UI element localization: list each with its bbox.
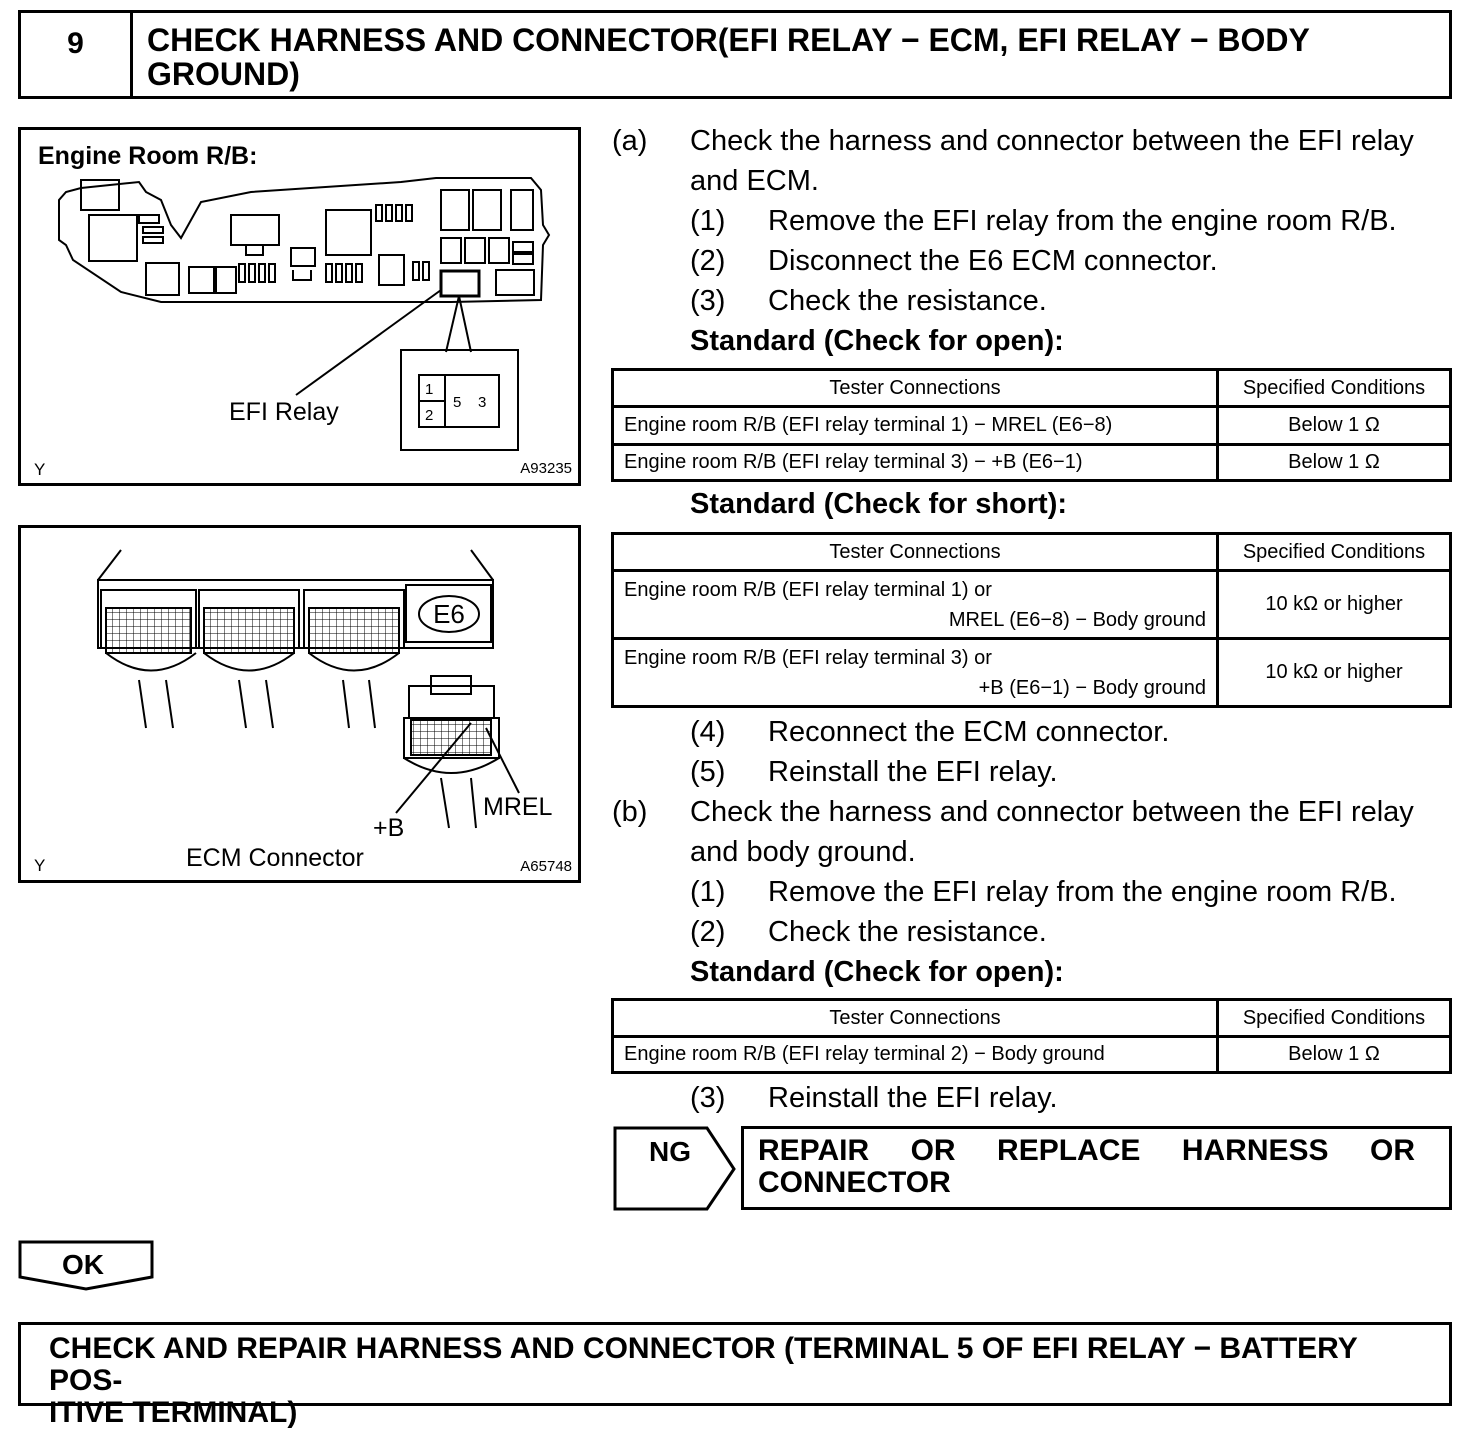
table-row [613, 445, 1451, 481]
table-row [613, 407, 1451, 445]
ng-action-line1: REPAIR OR REPLACE HARNESS OR [758, 1134, 1415, 1167]
table-header: Specified Conditions [1218, 534, 1451, 571]
table-check-open-b [611, 998, 1452, 1074]
table-cell [613, 639, 1218, 707]
terminal-3: 3 [478, 394, 487, 411]
e6-label: E6 [433, 599, 465, 629]
table-row [613, 1037, 1451, 1073]
section-a-text-line2: and ECM. [690, 165, 819, 197]
step-num: (2) [690, 916, 726, 948]
plus-b-label: +B [373, 814, 405, 842]
cell-line2: +B (E6−1) − Body ground [978, 676, 1206, 699]
table-header: Specified Conditions [1218, 1000, 1451, 1037]
table-cell [613, 571, 1218, 639]
section-b-text-line2: and body ground. [690, 836, 916, 868]
next-step-line2: ITIVE TERMINAL) [49, 1396, 298, 1429]
terminal-5: 5 [453, 394, 462, 411]
ok-label: OK [62, 1249, 104, 1280]
table-cell: 10 kΩ or higher [1218, 639, 1451, 707]
cell-line1: Engine room R/B (EFI relay terminal 3) or [624, 646, 992, 669]
figure2-id: A65748 [520, 858, 572, 875]
ng-arrow [612, 1125, 738, 1212]
engine-room-rb-drawing [21, 130, 578, 483]
step-num: (2) [690, 245, 726, 277]
step-text: Disconnect the E6 ECM connector. [768, 245, 1218, 277]
table-cell: Engine room R/B (EFI relay terminal 3) − +B (E6−1) [613, 445, 1218, 481]
ng-action-text [758, 1135, 1415, 1199]
section-a-label: (a) [612, 125, 648, 157]
step-text: Reinstall the EFI relay. [768, 1082, 1058, 1114]
next-step-line1: CHECK AND REPAIR HARNESS AND CONNECTOR (TERMINAL 5 OF EFI RELAY − BATTERY POS- [49, 1332, 1358, 1397]
ng-action-box [741, 1126, 1452, 1210]
next-step-text [49, 1333, 1427, 1429]
standard-open-label: Standard (Check for open): [690, 325, 1064, 357]
step-num: (3) [690, 1082, 726, 1114]
table-row [613, 639, 1451, 707]
step-title: CHECK HARNESS AND CONNECTOR(EFI RELAY − ECM, EFI RELAY − BODY GROUND) [147, 22, 1310, 92]
mrel-label: MREL [483, 793, 553, 821]
figure-engine-room-rb [18, 127, 581, 486]
step-text: Check the resistance. [768, 285, 1047, 317]
ecm-connector-drawing [21, 528, 578, 880]
figure2-corner: Y [34, 856, 46, 875]
step-num: (5) [690, 756, 726, 788]
step-text: Reinstall the EFI relay. [768, 756, 1058, 788]
step-num: (1) [690, 876, 726, 908]
step-num: (3) [690, 285, 726, 317]
table-header: Tester Connections [613, 1000, 1218, 1037]
step-text: Check the resistance. [768, 916, 1047, 948]
standard-open-label-b: Standard (Check for open): [690, 956, 1064, 988]
table-cell: 10 kΩ or higher [1218, 571, 1451, 639]
next-step-box [18, 1322, 1452, 1429]
table-check-open-a [611, 368, 1452, 482]
terminal-1: 1 [425, 381, 434, 398]
table-cell: Below 1 Ω [1218, 445, 1451, 481]
table-cell: Below 1 Ω [1218, 1037, 1451, 1073]
table-header: Tester Connections [613, 534, 1218, 571]
table-check-short-a [611, 532, 1452, 708]
table-header: Tester Connections [613, 370, 1218, 407]
figure1-title: Engine Room R/B: [38, 142, 258, 170]
step-text: Remove the EFI relay from the engine room R/B. [768, 205, 1397, 237]
table-header: Specified Conditions [1218, 370, 1451, 407]
figure1-id: A93235 [520, 460, 572, 477]
table-cell: Engine room R/B (EFI relay terminal 1) − MREL (E6−8) [613, 407, 1218, 445]
figure1-corner: Y [34, 460, 46, 479]
ng-label: NG [649, 1136, 691, 1167]
table-cell: Engine room R/B (EFI relay terminal 2) − Body ground [613, 1037, 1218, 1073]
standard-short-label: Standard (Check for short): [690, 488, 1068, 520]
step-num: (1) [690, 205, 726, 237]
step-text: Remove the EFI relay from the engine room R/B. [768, 876, 1397, 908]
section-b-label: (b) [612, 796, 648, 828]
step-number: 9 [21, 13, 133, 96]
section-a-text-line1: Check the harness and connector between the EFI relay [690, 125, 1414, 157]
efi-relay-callout: EFI Relay [229, 398, 339, 426]
section-b-text-line1: Check the harness and connector between the EFI relay [690, 796, 1414, 828]
table-cell: Below 1 Ω [1218, 407, 1451, 445]
terminal-2: 2 [425, 407, 434, 424]
cell-line1: Engine room R/B (EFI relay terminal 1) or [624, 578, 992, 601]
cell-line2: MREL (E6−8) − Body ground [948, 608, 1206, 631]
ng-action-line2: CONNECTOR [758, 1166, 951, 1199]
step-num: (4) [690, 716, 726, 748]
step-text: Reconnect the ECM connector. [768, 716, 1170, 748]
table-row [613, 571, 1451, 639]
figure2-caption: ECM Connector [186, 844, 364, 872]
ok-arrow [17, 1239, 157, 1293]
step-header [18, 10, 1452, 99]
figure-ecm-connector [18, 525, 581, 883]
